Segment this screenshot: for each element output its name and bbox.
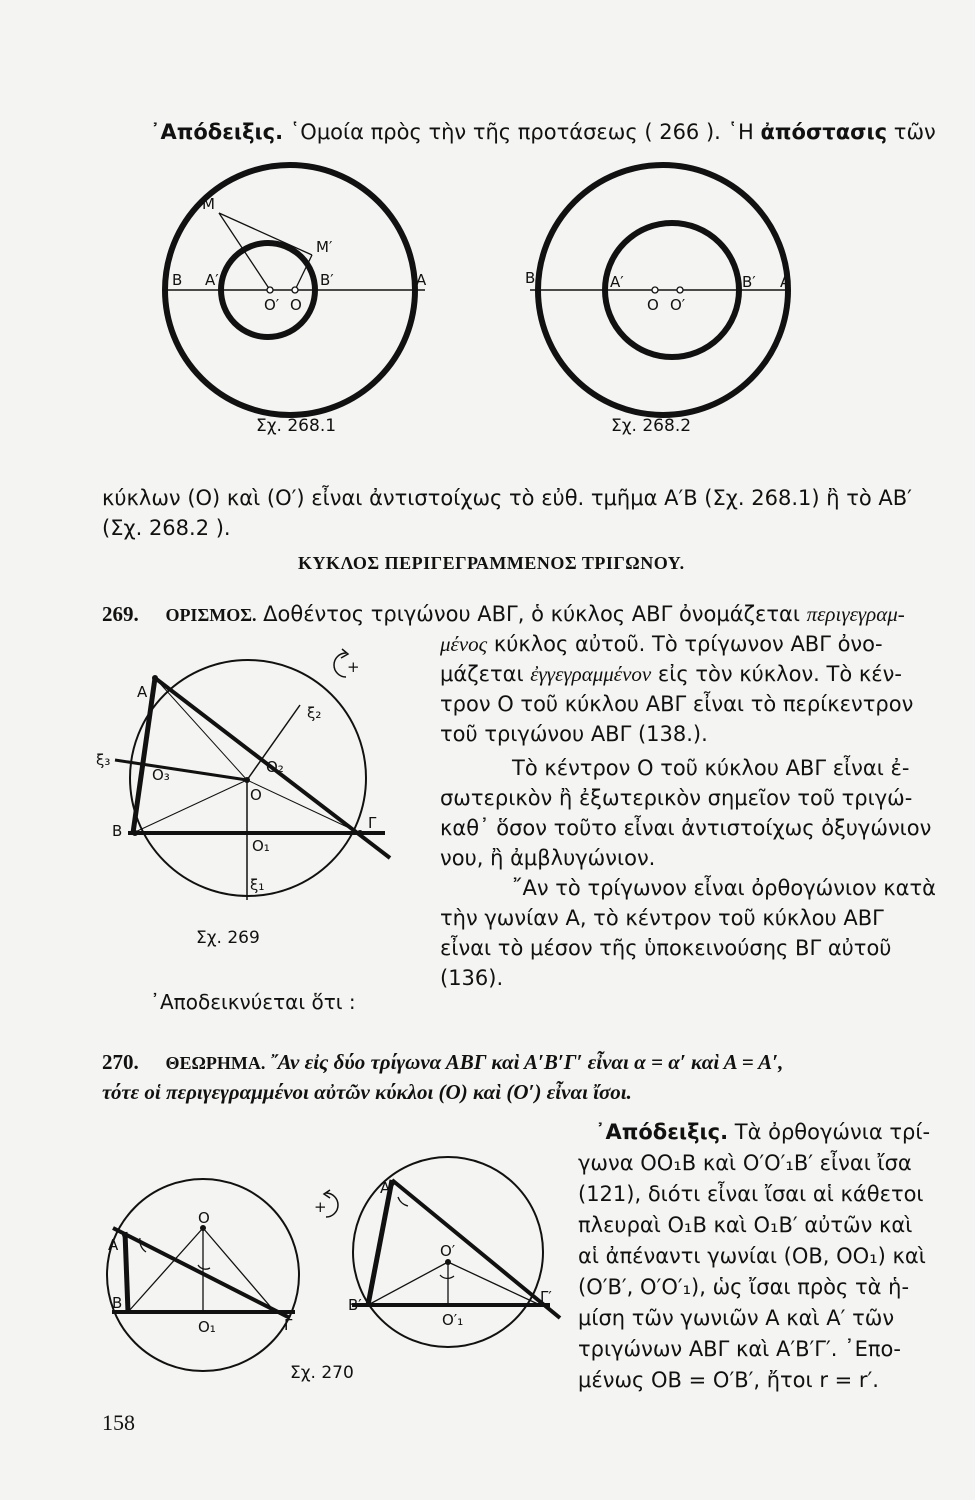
proof-label: ᾿Απόδειξις.: [150, 120, 284, 144]
def269-line12: εἶναι τὸ μέσον τῆς ὑποκεινούσης ΒΓ αὐτοῦ: [440, 936, 892, 960]
def269-line9: νου, ἢ ἀμβλυγώνιον.: [440, 846, 656, 870]
header-tail: τῶν: [887, 120, 936, 144]
fig270-left-label-O: O: [198, 1209, 210, 1227]
caption-270: Σχ. 270: [290, 1363, 354, 1383]
caption-268-2: Σχ. 268.2: [611, 416, 692, 436]
fig268-1-label-A: A: [416, 271, 427, 289]
fig269-label-O3: O₃: [152, 766, 170, 784]
thm270-proof-line3: (121), διότι εἶναι ἴσαι αἱ κάθετοι: [578, 1182, 924, 1206]
fig270-right-label-B: B′: [348, 1296, 362, 1314]
fig268-2-label-A: A: [780, 273, 791, 291]
fig268-1-label-A-prime: A′: [205, 271, 219, 289]
def269-line11: τὴν γωνίαν Α, τὸ κέντρον τοῦ κύκλου ΑΒΓ: [440, 906, 884, 930]
fig269-label-G: Γ: [368, 814, 377, 832]
fig268-2-label-B-prime: B′: [742, 273, 756, 291]
thm270-proof-line5: αἱ ἀπέναντι γωνίαι (ΟΒ, ΟΟ₁) καὶ: [578, 1244, 926, 1268]
def269-text-2: κύκλος αὐτοῦ. Τὸ τρίγωνον ΑΒΓ ὀνο-: [487, 632, 883, 656]
caption-269: Σχ. 269: [196, 928, 260, 948]
def269-text-3b: εἰς τὸν κύκλον. Τὸ κέν-: [651, 662, 902, 686]
fig269-label-plus: +: [347, 658, 360, 676]
thm270-proof-label: ᾿Απόδειξις.: [595, 1120, 729, 1144]
def269-line5: τοῦ τριγώνου ΑΒΓ (138.).: [440, 722, 708, 746]
fig268-2-label-O-prime: O′: [670, 296, 686, 314]
fig268-1-label-B: B: [172, 271, 183, 289]
fig268-1-label-M: M: [202, 195, 215, 213]
fig270-right-label-O1: O′₁: [442, 1311, 464, 1329]
def269-text-1: Δοθέντος τριγώνου ΑΒΓ, ὁ κύκλος ΑΒΓ ὀνομάζεται: [256, 602, 807, 626]
def269-heading: ΟΡΙΣΜΟΣ.: [165, 605, 257, 625]
fig269-label-O: O: [250, 786, 262, 804]
def269-line7: σωτερικὸν ἢ ἐξωτερικὸν σημεῖον τοῦ τριγώ-: [440, 786, 913, 810]
fig268-2-label-A-prime: A′: [610, 273, 624, 291]
thm270-proof-line7: μίση τῶν γωνιῶν Α καὶ Α′ τῶν: [578, 1306, 895, 1330]
def269-line4: τρον Ο τοῦ κύκλου ΑΒΓ εἶναι τὸ περίκεντρον: [440, 692, 914, 716]
fig268-2-label-O: O: [647, 296, 659, 314]
thm270-proof-line6: (Ο′Β′, Ο′Ο′₁), ὡς ἴσαι πρὸς τὰ ἡ-: [578, 1275, 910, 1299]
thm270-proof-line8: τριγώνων ΑΒΓ καὶ Α′Β′Γ′. ᾿Επο-: [578, 1337, 901, 1361]
def269-number: 269.: [102, 602, 139, 626]
fig268-1-label-B-prime: B′: [320, 271, 334, 289]
fig269-label-B: B: [112, 822, 123, 840]
page-number: 158: [102, 1410, 135, 1435]
thm270-proof-line4: πλευραὶ Ο₁Β καὶ Ο₁Β′ αὐτῶν καὶ: [578, 1213, 913, 1237]
fig268-2-label-B: B: [525, 269, 536, 287]
def269-line13: (136).: [440, 966, 504, 990]
fig270-right-label-A: A′: [380, 1179, 394, 1197]
fig270-left-label-A: A: [108, 1236, 119, 1254]
section-title: ΚΥΚΛΟΣ ΠΕΡΙΓΕΓΡΑΜΜΕΝΟΣ ΤΡΙΓΩΝΟΥ.: [298, 553, 685, 573]
def269-text-3a: μάζεται: [440, 662, 531, 686]
fig269-label-O1: O₁: [252, 837, 270, 855]
thm270-number: 270.: [102, 1050, 139, 1074]
fig270-left-label-plus: +: [314, 1198, 327, 1216]
fig268-1-label-M-prime: M′: [316, 238, 333, 256]
fig269-label-A: A: [137, 683, 148, 701]
thm270-proof-line9: μένως ΟΒ = Ο′Β′, ἤτοι r = r′.: [578, 1368, 879, 1392]
def269-proven: ᾿Αποδεικνύεται ὅτι :: [150, 990, 356, 1014]
def269-line6: Τὸ κέντρον Ο τοῦ κύκλου ΑΒΓ εἶναι ἐ-: [512, 756, 910, 780]
thm270-heading: ΘΕΩΡΗΜΑ.: [165, 1053, 266, 1073]
thm270-statement-1: ῎Αν εἰς δύο τρίγωνα ΑΒΓ καὶ Α′Β′Γ′ εἶναι α = α′ καὶ Α = Α′,: [265, 1050, 784, 1074]
fig270-right-label-G: Γ′: [540, 1288, 552, 1306]
fig270-right-label-O: O′: [440, 1242, 456, 1260]
fig268-1-label-O-prime: O′: [264, 296, 280, 314]
header-text: ῾Ομοία πρὸς τὴν τῆς προτάσεως ( 266 ). ῾Η: [283, 120, 761, 144]
def269-italic-2: μένος: [440, 632, 488, 656]
fig269-label-xi2: ξ₂: [307, 704, 322, 722]
def269-line10: ῎Αν τὸ τρίγωνον εἶναι ὀρθογώνιον κατὰ: [512, 876, 937, 900]
def269-line8: καθ᾿ ὅσον τοῦτο εἶναι ἀντιστοίχως ὀξυγώνιον: [440, 816, 932, 840]
thm270-proof-line2: γωνα ΟΟ₁Β καὶ Ο′Ο′₁Β′ εἶναι ἴσα: [578, 1151, 912, 1175]
thm270-statement-2: τότε οἱ περιγεγραμμένοι αὐτῶν κύκλοι (Ο) καὶ (Ο′) εἶναι ἴσοι.: [102, 1080, 632, 1104]
fig269-label-O2: O₂: [266, 758, 284, 776]
def269-italic-3: ἐγγεγραμμένον: [530, 662, 652, 686]
fig270-left-label-O1: O₁: [198, 1318, 216, 1336]
fig269-label-xi1: ξ₁: [250, 876, 265, 894]
caption-268-1: Σχ. 268.1: [256, 416, 337, 436]
fig270-left-label-G: Γ: [284, 1316, 293, 1334]
fig270-left-label-B: B: [112, 1294, 123, 1312]
fig269-label-xi3: ξ₃: [96, 751, 111, 769]
distance-word: ἀπόστασις: [760, 120, 888, 144]
text-268-line2: (Σχ. 268.2 ).: [102, 516, 231, 540]
thm270-proof-text-1: Τὰ ὀρθογώνια τρί-: [728, 1120, 931, 1144]
text-268-line1: κύκλων (O) καὶ (O′) εἶναι ἀντιστοίχως τὸ εὐθ. τμῆμα A′B (Σχ. 268.1) ἢ τὸ AB′: [102, 486, 912, 510]
def269-italic-1: περιγεγραμ-: [806, 602, 905, 626]
fig268-1-label-O: O: [290, 296, 302, 314]
